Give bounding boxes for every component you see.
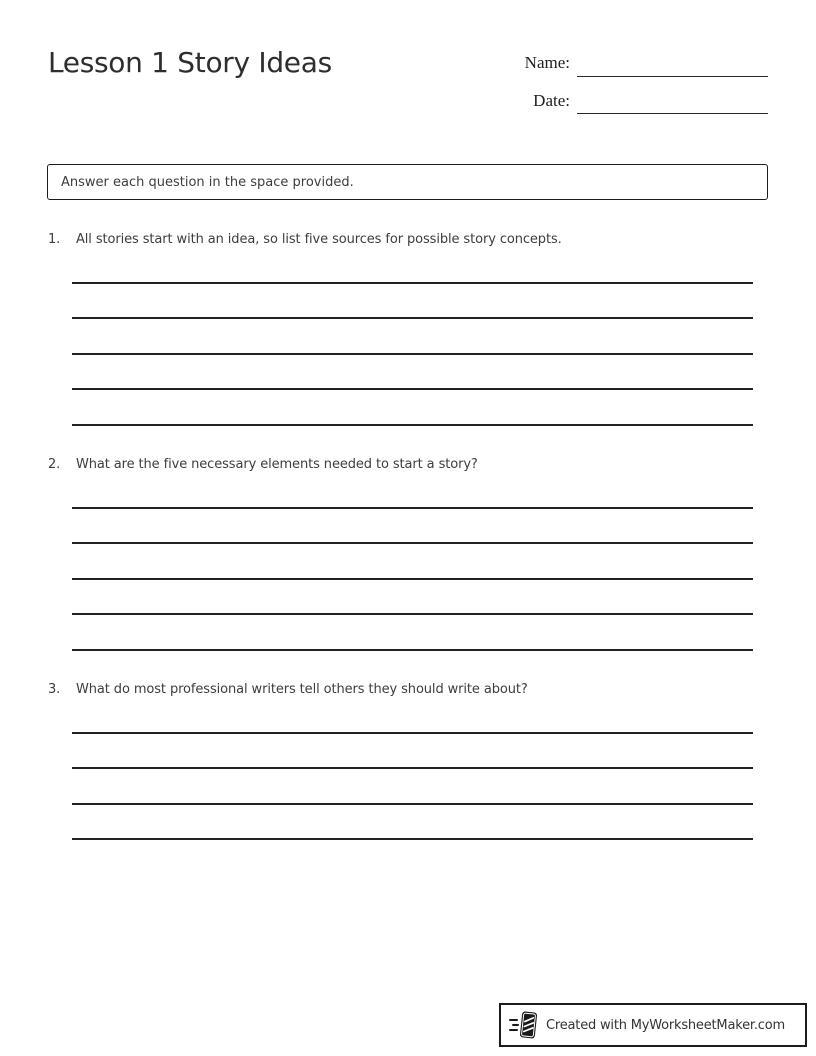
answer-blank-line — [72, 615, 753, 651]
question-2-answer-area — [72, 473, 753, 651]
question-2 — [48, 456, 753, 651]
date-label: Date: — [533, 91, 570, 110]
question-2-text: What are the five necessary elements needed to start a story? — [76, 457, 478, 472]
answer-blank-line — [72, 509, 753, 545]
flying-worksheet-icon — [509, 1009, 539, 1041]
credit-text: Created with MyWorksheetMaker.com — [546, 1017, 785, 1033]
page-title: Lesson 1 Story Ideas — [48, 46, 332, 79]
answer-blank-line — [72, 544, 753, 580]
answer-blank-line — [72, 319, 753, 355]
question-2-number: 2. — [48, 457, 61, 472]
question-1-answer-area — [72, 248, 753, 426]
question-1-text: All stories start with an idea, so list five sources for possible story concepts. — [76, 232, 562, 247]
answer-blank-line — [72, 734, 753, 770]
answer-blank-line — [72, 805, 753, 841]
date-blank-line — [577, 113, 768, 114]
question-1-number: 1. — [48, 232, 61, 247]
answer-blank-line — [72, 390, 753, 426]
name-blank-line — [577, 76, 768, 77]
question-3-text: What do most professional writers tell others they should write about? — [76, 682, 528, 697]
answer-blank-line — [72, 769, 753, 805]
answer-blank-line — [72, 698, 753, 734]
question-3-number: 3. — [48, 682, 61, 697]
question-3 — [48, 681, 753, 840]
answer-blank-line — [72, 248, 753, 284]
answer-blank-line — [72, 355, 753, 391]
name-label: Name: — [524, 53, 570, 72]
answer-blank-line — [72, 580, 753, 616]
question-3-answer-area — [72, 698, 753, 840]
instructions-text: Answer each question in the space provided. — [61, 174, 354, 190]
answer-blank-line — [72, 473, 753, 509]
credit-badge — [499, 1003, 807, 1047]
instructions-box — [47, 164, 768, 200]
answer-blank-line — [72, 284, 753, 320]
question-1 — [48, 231, 753, 426]
